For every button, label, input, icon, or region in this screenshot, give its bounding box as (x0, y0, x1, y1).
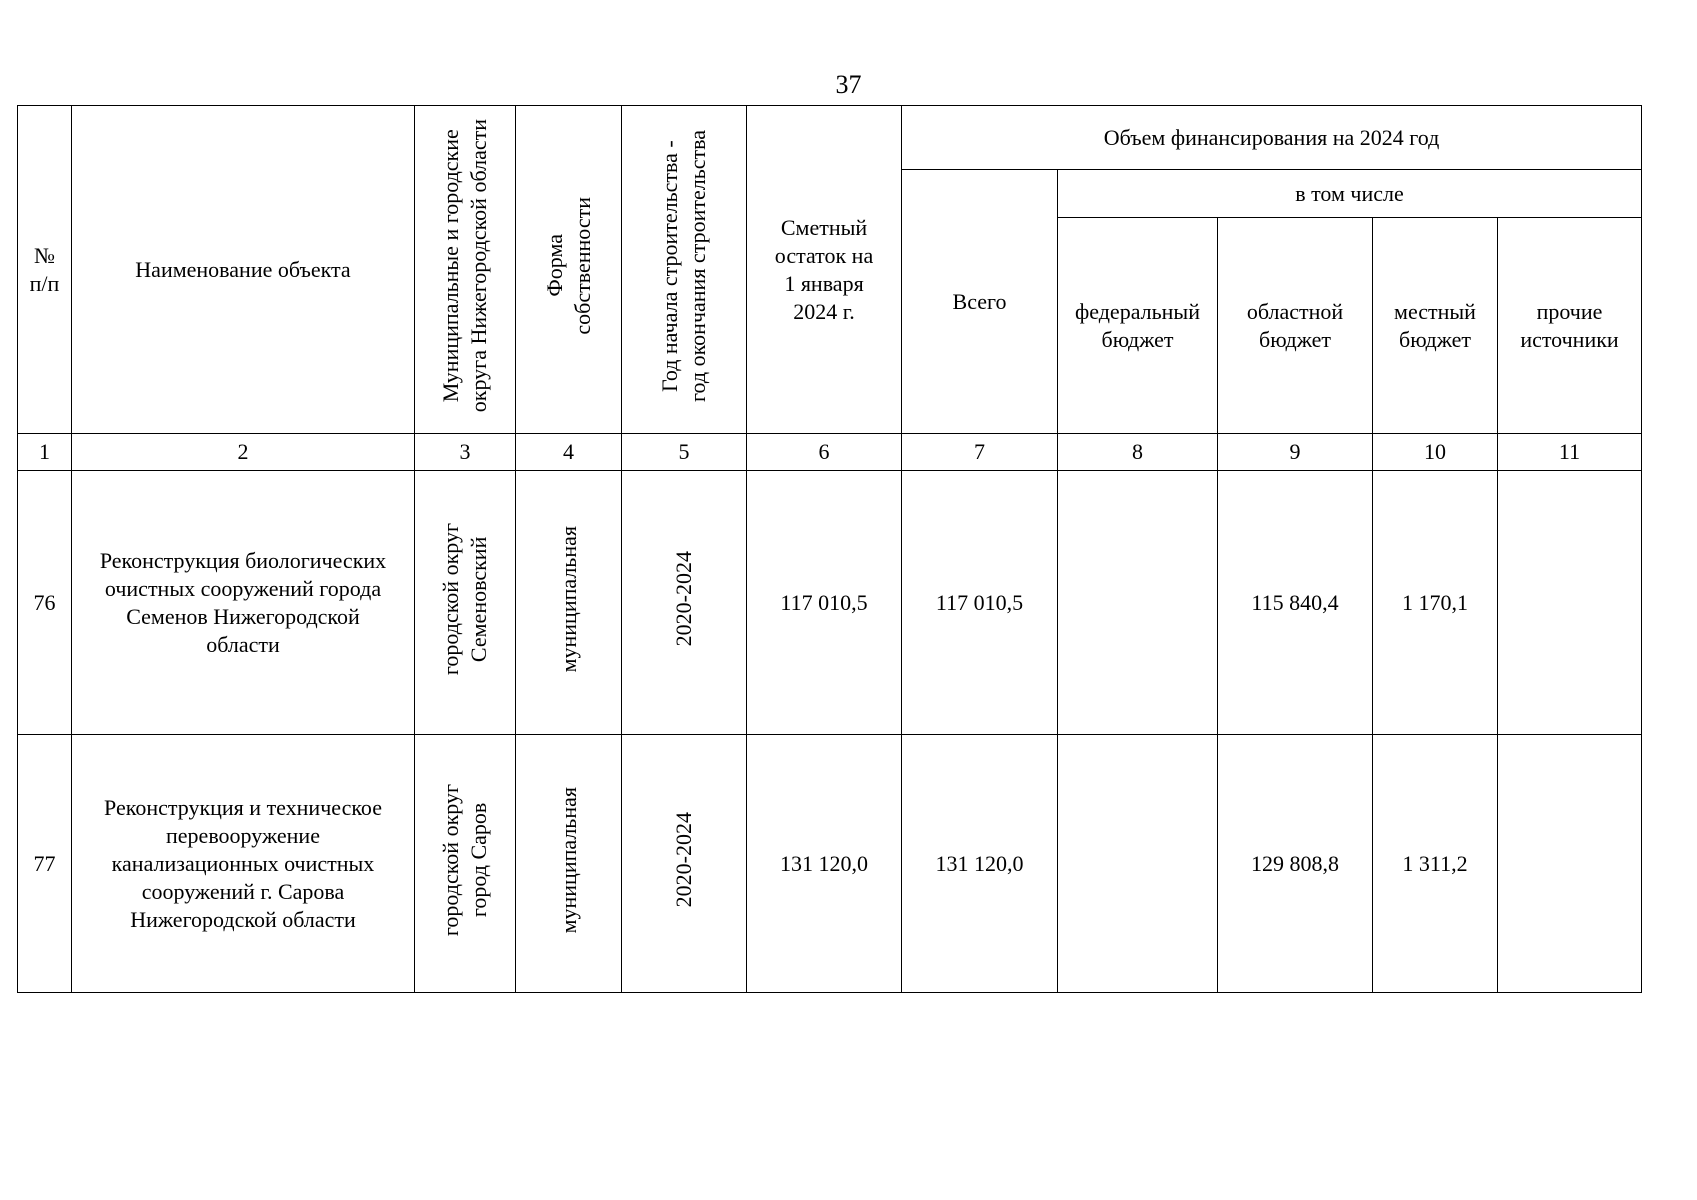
estimate-cell: 131 120,0 (747, 735, 902, 993)
ownership-cell: муниципальная (516, 471, 622, 735)
column-number: 8 (1058, 434, 1218, 471)
row-number: 76 (18, 471, 72, 735)
other-cell (1498, 735, 1642, 993)
header-ownership: Форма собственности (516, 106, 622, 434)
table-row (18, 471, 1642, 735)
object-name: Реконструкция биологических очистных сооружений города Семенов Нижегородской области (72, 471, 415, 735)
local-cell: 1 311,2 (1373, 735, 1498, 993)
page-number: 37 (835, 70, 862, 99)
total-cell: 117 010,5 (902, 471, 1058, 735)
municipality-cell: городской округ Семеновский (415, 471, 516, 735)
regional-cell: 115 840,4 (1218, 471, 1373, 735)
header-financing-group: Объем финансирования на 2024 год (902, 106, 1642, 170)
local-cell: 1 170,1 (1373, 471, 1498, 735)
other-cell (1498, 471, 1642, 735)
header-other: прочие источники (1498, 218, 1642, 434)
column-number-row (18, 434, 1642, 471)
table-row (18, 735, 1642, 993)
federal-cell (1058, 735, 1218, 993)
header-total: Всего (902, 170, 1058, 434)
header-estimate: Сметный остаток на 1 января 2024 г. (747, 106, 902, 434)
column-number: 9 (1218, 434, 1373, 471)
header-num: № п/п (18, 106, 72, 434)
column-number: 6 (747, 434, 902, 471)
column-number: 4 (516, 434, 622, 471)
years-cell: 2020-2024 (622, 735, 747, 993)
column-number: 3 (415, 434, 516, 471)
header-name: Наименование объекта (72, 106, 415, 434)
header-federal: федеральный бюджет (1058, 218, 1218, 434)
column-number: 7 (902, 434, 1058, 471)
header-row-1 (18, 106, 1642, 170)
header-regional: областной бюджет (1218, 218, 1373, 434)
financing-table (17, 105, 1642, 993)
municipality-cell: городской округ город Саров (415, 735, 516, 993)
column-number: 1 (18, 434, 72, 471)
regional-cell: 129 808,8 (1218, 735, 1373, 993)
header-municipality: Муниципальные и городские округа Нижегородской области (415, 106, 516, 434)
object-name: Реконструкция и техническое перевооружение канализационных очистных сооружений г. Сарова Нижегородской области (72, 735, 415, 993)
total-cell: 131 120,0 (902, 735, 1058, 993)
years-cell: 2020-2024 (622, 471, 747, 735)
column-number: 11 (1498, 434, 1642, 471)
header-local: местный бюджет (1373, 218, 1498, 434)
header-years: Год начала строительства - год окончания строительства (622, 106, 747, 434)
row-number: 77 (18, 735, 72, 993)
ownership-cell: муниципальная (516, 735, 622, 993)
column-number: 2 (72, 434, 415, 471)
column-number: 10 (1373, 434, 1498, 471)
estimate-cell: 117 010,5 (747, 471, 902, 735)
header-including: в том числе (1058, 170, 1642, 218)
federal-cell (1058, 471, 1218, 735)
column-number: 5 (622, 434, 747, 471)
